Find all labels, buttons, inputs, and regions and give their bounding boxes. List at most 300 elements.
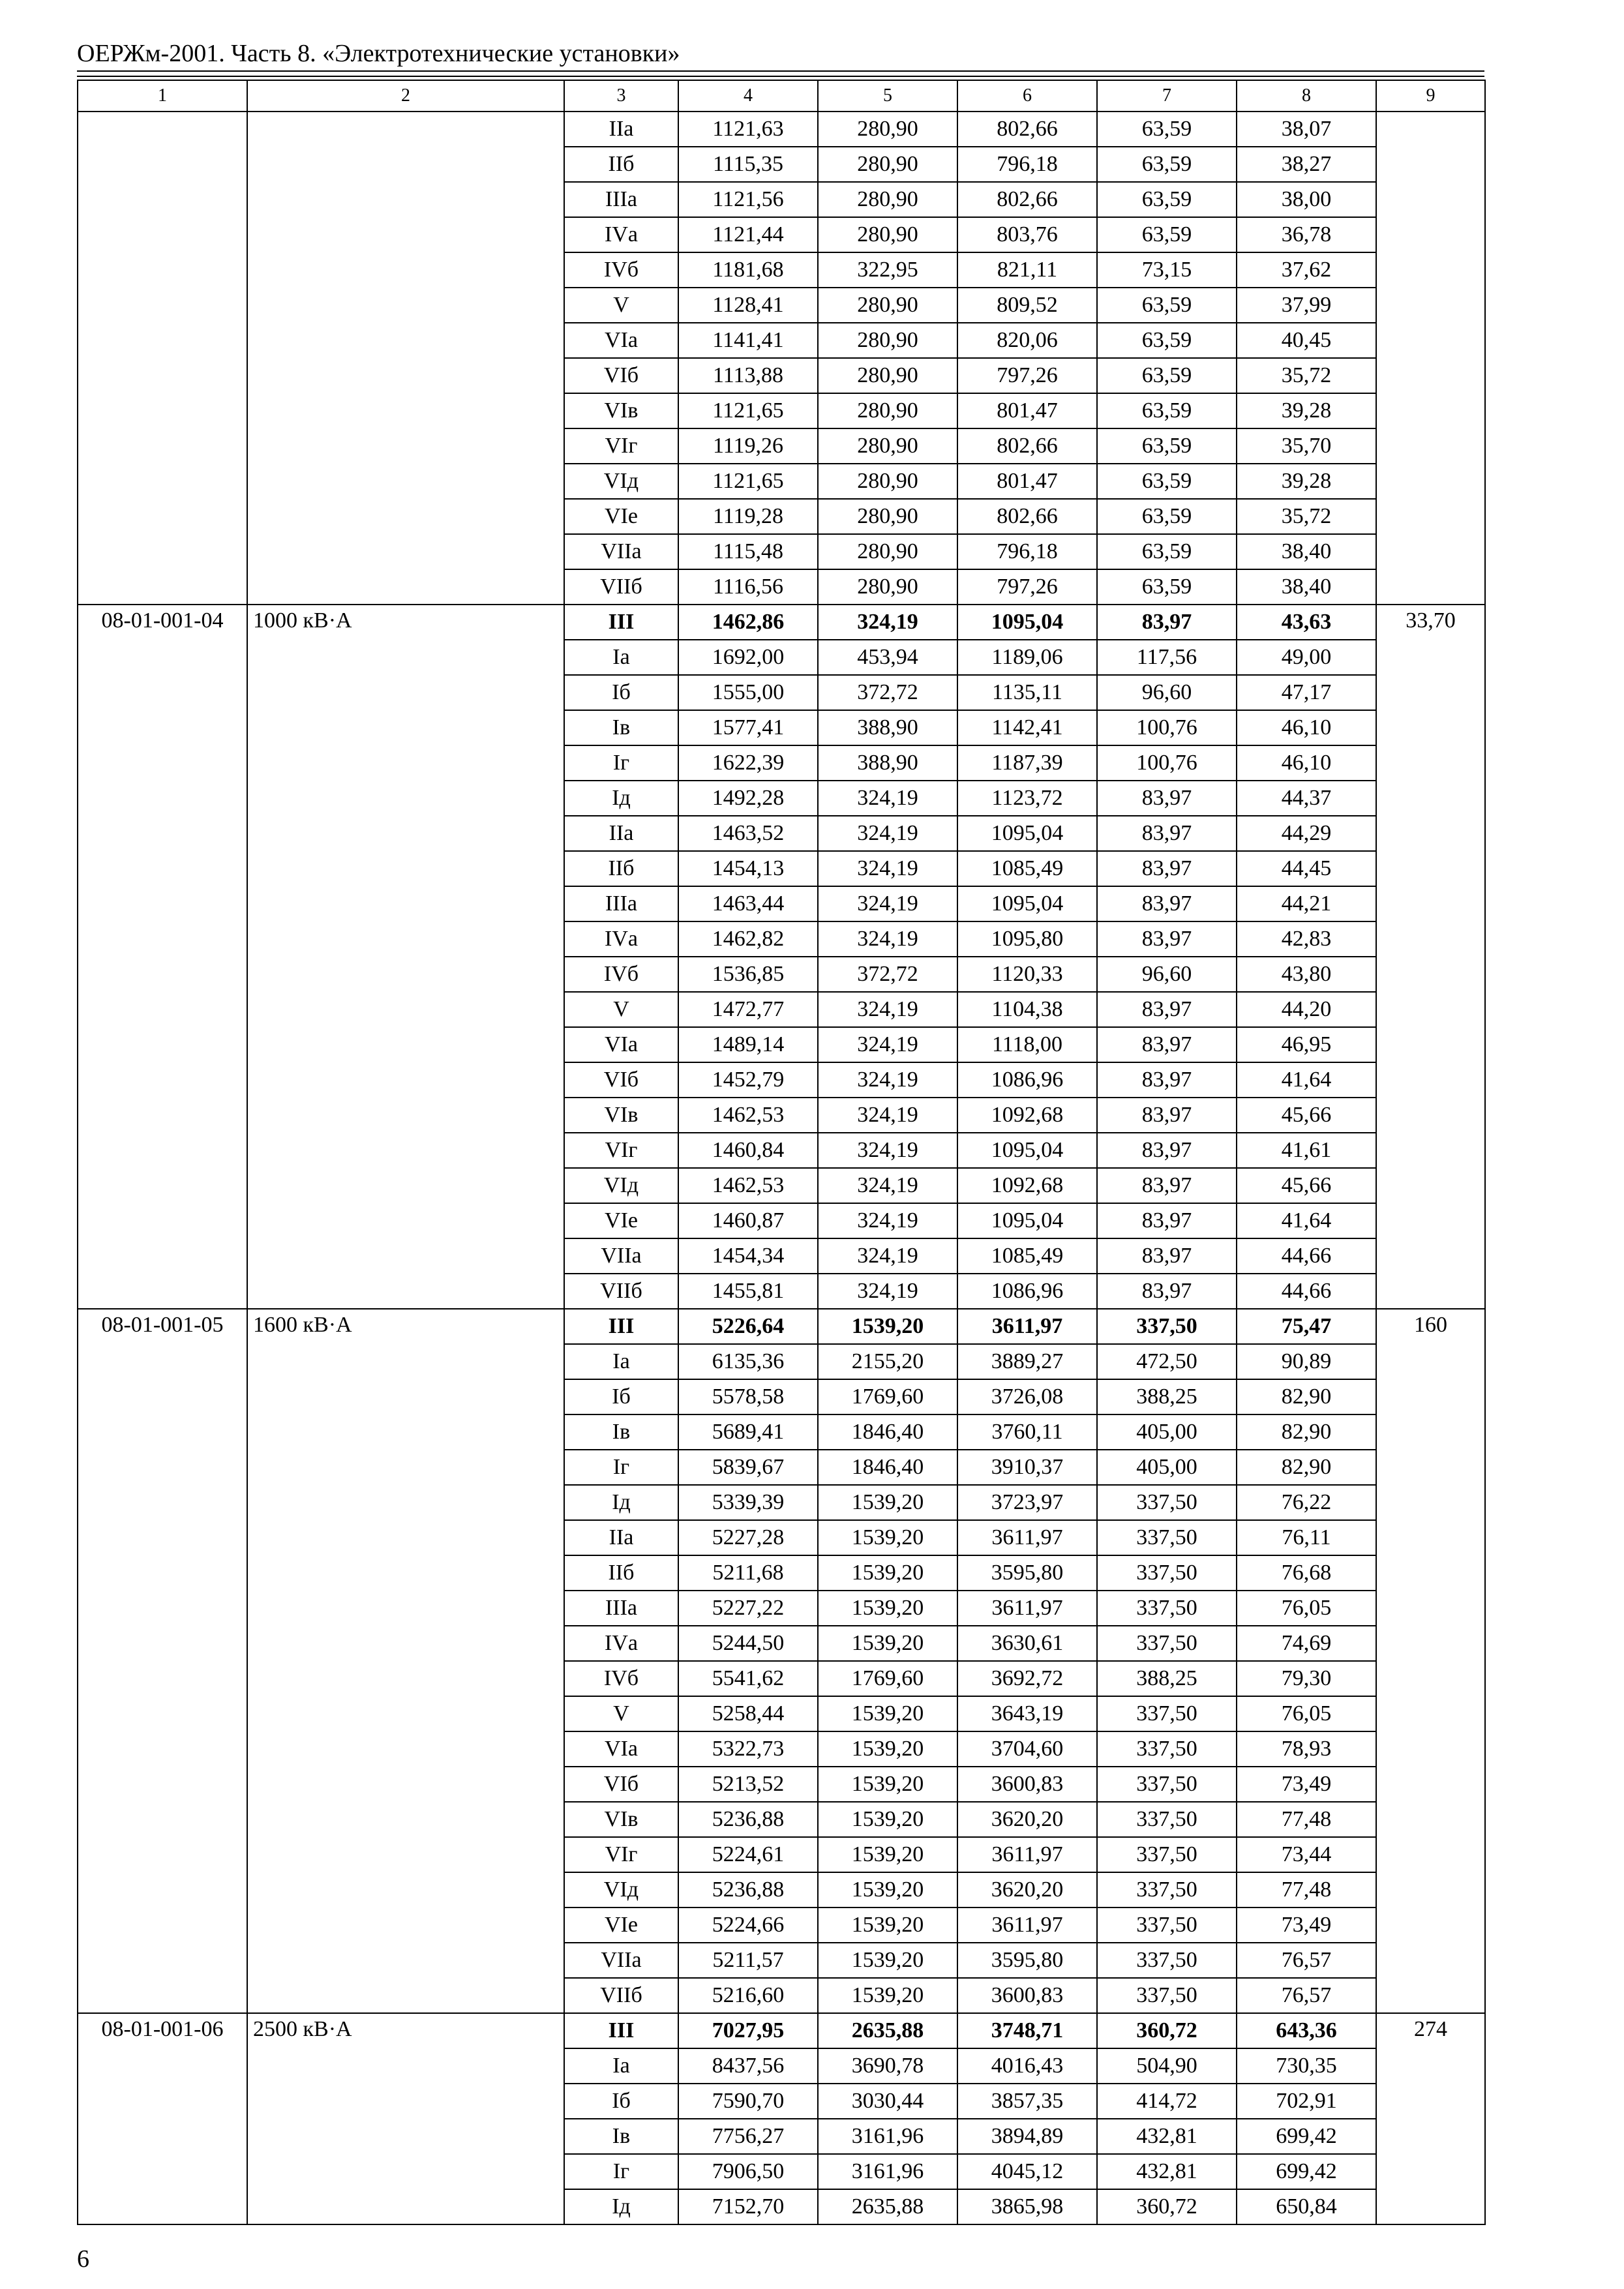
value-cell: 280,90 (818, 323, 957, 358)
value-cell: 1095,80 (957, 921, 1097, 957)
value-cell: 6135,36 (678, 1344, 818, 1379)
value-cell: 801,47 (957, 393, 1097, 428)
zone-cell: VIе (564, 1908, 678, 1943)
value-cell: 46,10 (1237, 745, 1376, 781)
value-cell: 1086,96 (957, 1274, 1097, 1309)
value-cell: 337,50 (1097, 1696, 1237, 1731)
zone-cell: IIа (564, 816, 678, 851)
value-cell: 5227,28 (678, 1520, 818, 1555)
value-cell: 5839,67 (678, 1450, 818, 1485)
value-cell: 74,69 (1237, 1626, 1376, 1661)
value-cell: 41,64 (1237, 1203, 1376, 1238)
value-cell: 100,76 (1097, 710, 1237, 745)
zone-cell: VIIб (564, 1274, 678, 1309)
zone-cell: IVа (564, 921, 678, 957)
zone-cell: III (564, 1309, 678, 1344)
value-cell: 100,76 (1097, 745, 1237, 781)
zone-cell: VIIб (564, 569, 678, 605)
column-number: 9 (1376, 80, 1485, 112)
value-cell: 1452,79 (678, 1062, 818, 1098)
value-cell: 37,62 (1237, 252, 1376, 288)
value-cell: 83,97 (1097, 921, 1237, 957)
value-cell: 83,97 (1097, 1098, 1237, 1133)
value-cell: 820,06 (957, 323, 1097, 358)
value-cell: 5226,64 (678, 1309, 818, 1344)
value-cell: 42,83 (1237, 921, 1376, 957)
value-cell: 280,90 (818, 534, 957, 569)
value-cell: 39,28 (1237, 393, 1376, 428)
zone-cell: Iб (564, 2084, 678, 2119)
value-cell: 802,66 (957, 428, 1097, 464)
zone-cell: Iа (564, 640, 678, 675)
value-cell: 1769,60 (818, 1379, 957, 1414)
value-cell: 8437,56 (678, 2048, 818, 2084)
value-cell: 504,90 (1097, 2048, 1237, 2084)
column-number: 6 (957, 80, 1097, 112)
value-cell: 63,59 (1097, 182, 1237, 217)
value-cell: 1539,20 (818, 1309, 957, 1344)
value-cell: 63,59 (1097, 499, 1237, 534)
column-number: 4 (678, 80, 818, 112)
value-cell: 76,57 (1237, 1943, 1376, 1978)
value-cell: 1454,13 (678, 851, 818, 886)
value-cell: 83,97 (1097, 816, 1237, 851)
value-cell: 324,19 (818, 781, 957, 816)
value-cell: 37,99 (1237, 288, 1376, 323)
value-cell: 1539,20 (818, 1943, 957, 1978)
zone-cell: Iа (564, 1344, 678, 1379)
zone-cell: Iв (564, 2119, 678, 2154)
value-cell: 63,59 (1097, 217, 1237, 252)
value-cell: 1141,41 (678, 323, 818, 358)
value-cell: 280,90 (818, 147, 957, 182)
value-cell: 3600,83 (957, 1978, 1097, 2013)
value-cell: 280,90 (818, 499, 957, 534)
column-number: 2 (247, 80, 564, 112)
value-cell: 5236,88 (678, 1872, 818, 1908)
value-cell: 337,50 (1097, 1485, 1237, 1520)
header-divider (77, 70, 1484, 72)
value-cell: 3894,89 (957, 2119, 1097, 2154)
zone-cell: VIг (564, 1133, 678, 1168)
zone-cell: VIIа (564, 1238, 678, 1274)
value-cell: 83,97 (1097, 1062, 1237, 1098)
zone-cell: IIб (564, 1555, 678, 1591)
value-cell: 83,97 (1097, 886, 1237, 921)
zone-cell: Iв (564, 710, 678, 745)
value-cell: 1095,04 (957, 816, 1097, 851)
value-cell: 3723,97 (957, 1485, 1097, 1520)
value-cell: 1539,20 (818, 1767, 957, 1802)
value-cell: 1539,20 (818, 1837, 957, 1872)
value-cell: 3611,97 (957, 1591, 1097, 1626)
value-cell: 41,64 (1237, 1062, 1376, 1098)
value-cell: 1085,49 (957, 851, 1097, 886)
column-9-value (1376, 112, 1485, 605)
zone-cell: VIв (564, 1802, 678, 1837)
value-cell: 1577,41 (678, 710, 818, 745)
value-cell: 3620,20 (957, 1802, 1097, 1837)
zone-cell: IIа (564, 112, 678, 147)
value-cell: 388,25 (1097, 1379, 1237, 1414)
value-cell: 83,97 (1097, 1168, 1237, 1203)
value-cell: 1142,41 (957, 710, 1097, 745)
value-cell: 280,90 (818, 288, 957, 323)
resource-code (78, 112, 247, 605)
value-cell: 432,81 (1097, 2119, 1237, 2154)
value-cell: 44,66 (1237, 1274, 1376, 1309)
value-cell: 796,18 (957, 147, 1097, 182)
column-number: 5 (818, 80, 957, 112)
value-cell: 83,97 (1097, 1274, 1237, 1309)
value-cell: 83,97 (1097, 605, 1237, 640)
value-cell: 44,20 (1237, 992, 1376, 1027)
value-cell: 1489,14 (678, 1027, 818, 1062)
value-cell: 324,19 (818, 1274, 957, 1309)
zone-cell: IVб (564, 957, 678, 992)
resource-name (247, 112, 564, 605)
resource-code: 08-01-001-04 (78, 605, 247, 1309)
value-cell: 1189,06 (957, 640, 1097, 675)
zone-cell: Iг (564, 2154, 678, 2189)
value-cell: 1462,82 (678, 921, 818, 957)
zone-cell: Iг (564, 1450, 678, 1485)
value-cell: 802,66 (957, 182, 1097, 217)
value-cell: 3611,97 (957, 1908, 1097, 1943)
value-cell: 360,72 (1097, 2013, 1237, 2048)
value-cell: 43,80 (1237, 957, 1376, 992)
zone-cell: Iд (564, 781, 678, 816)
table-row (78, 605, 1485, 640)
value-cell: 5244,50 (678, 1626, 818, 1661)
value-cell: 1092,68 (957, 1168, 1097, 1203)
value-cell: 1460,87 (678, 1203, 818, 1238)
value-cell: 47,17 (1237, 675, 1376, 710)
value-cell: 3595,80 (957, 1555, 1097, 1591)
value-cell: 2155,20 (818, 1344, 957, 1379)
value-cell: 472,50 (1097, 1344, 1237, 1379)
value-cell: 324,19 (818, 1168, 957, 1203)
value-cell: 3889,27 (957, 1344, 1097, 1379)
value-cell: 1187,39 (957, 745, 1097, 781)
value-cell: 324,19 (818, 921, 957, 957)
value-cell: 40,45 (1237, 323, 1376, 358)
value-cell: 3865,98 (957, 2189, 1097, 2224)
zone-cell: VIе (564, 499, 678, 534)
value-cell: 3748,71 (957, 2013, 1097, 2048)
value-cell: 2635,88 (818, 2189, 957, 2224)
value-cell: 83,97 (1097, 992, 1237, 1027)
value-cell: 3600,83 (957, 1767, 1097, 1802)
zone-cell: IIIа (564, 182, 678, 217)
value-cell: 38,27 (1237, 147, 1376, 182)
zone-cell: IVа (564, 1626, 678, 1661)
value-cell: 796,18 (957, 534, 1097, 569)
value-cell: 1095,04 (957, 1203, 1097, 1238)
zone-cell: Iб (564, 1379, 678, 1414)
value-cell: 337,50 (1097, 1626, 1237, 1661)
zone-cell: VIг (564, 428, 678, 464)
value-cell: 1769,60 (818, 1661, 957, 1696)
value-cell: 63,59 (1097, 569, 1237, 605)
column-9-value: 274 (1376, 2013, 1485, 2224)
value-cell: 405,00 (1097, 1450, 1237, 1485)
value-cell: 1539,20 (818, 1591, 957, 1626)
value-cell: 324,19 (818, 992, 957, 1027)
table-row (78, 112, 1485, 147)
value-cell: 83,97 (1097, 1133, 1237, 1168)
value-cell: 337,50 (1097, 1520, 1237, 1555)
value-cell: 1121,65 (678, 393, 818, 428)
zone-cell: VIб (564, 1767, 678, 1802)
value-cell: 3595,80 (957, 1943, 1097, 1978)
value-cell: 797,26 (957, 358, 1097, 393)
value-cell: 5224,66 (678, 1908, 818, 1943)
value-cell: 63,59 (1097, 358, 1237, 393)
zone-cell: III (564, 2013, 678, 2048)
value-cell: 280,90 (818, 393, 957, 428)
value-cell: 1181,68 (678, 252, 818, 288)
value-cell: 324,19 (818, 1203, 957, 1238)
value-cell: 82,90 (1237, 1414, 1376, 1450)
value-cell: 1539,20 (818, 1626, 957, 1661)
value-cell: 280,90 (818, 464, 957, 499)
value-cell: 3611,97 (957, 1520, 1097, 1555)
zone-cell: IIIа (564, 886, 678, 921)
value-cell: 38,40 (1237, 569, 1376, 605)
value-cell: 337,50 (1097, 1943, 1237, 1978)
value-cell: 1116,56 (678, 569, 818, 605)
value-cell: 1539,20 (818, 1555, 957, 1591)
value-cell: 1085,49 (957, 1238, 1097, 1274)
value-cell: 39,28 (1237, 464, 1376, 499)
value-cell: 7027,95 (678, 2013, 818, 2048)
value-cell: 63,59 (1097, 288, 1237, 323)
value-cell: 1692,00 (678, 640, 818, 675)
value-cell: 63,59 (1097, 464, 1237, 499)
zone-cell: IIIа (564, 1591, 678, 1626)
value-cell: 63,59 (1097, 428, 1237, 464)
value-cell: 117,56 (1097, 640, 1237, 675)
value-cell: 5211,68 (678, 1555, 818, 1591)
zone-cell: Iд (564, 1485, 678, 1520)
value-cell: 79,30 (1237, 1661, 1376, 1696)
value-cell: 63,59 (1097, 393, 1237, 428)
value-cell: 44,66 (1237, 1238, 1376, 1274)
zone-cell: VIг (564, 1837, 678, 1872)
value-cell: 73,15 (1097, 252, 1237, 288)
value-cell: 44,45 (1237, 851, 1376, 886)
value-cell: 83,97 (1097, 1203, 1237, 1238)
zone-cell: VIд (564, 1872, 678, 1908)
value-cell: 1095,04 (957, 886, 1097, 921)
value-cell: 324,19 (818, 1133, 957, 1168)
value-cell: 643,36 (1237, 2013, 1376, 2048)
zone-cell: VIа (564, 1731, 678, 1767)
value-cell: 3726,08 (957, 1379, 1097, 1414)
column-9-value: 160 (1376, 1309, 1485, 2013)
value-cell: 1462,53 (678, 1168, 818, 1203)
value-cell: 1462,53 (678, 1098, 818, 1133)
value-cell: 1119,26 (678, 428, 818, 464)
value-cell: 650,84 (1237, 2189, 1376, 2224)
column-number-row (78, 80, 1485, 112)
value-cell: 699,42 (1237, 2119, 1376, 2154)
value-cell: 432,81 (1097, 2154, 1237, 2189)
resource-code: 08-01-001-06 (78, 2013, 247, 2224)
value-cell: 76,05 (1237, 1591, 1376, 1626)
column-number: 8 (1237, 80, 1376, 112)
value-cell: 3857,35 (957, 2084, 1097, 2119)
value-cell: 1492,28 (678, 781, 818, 816)
value-cell: 35,72 (1237, 499, 1376, 534)
value-cell: 324,19 (818, 605, 957, 640)
value-cell: 44,29 (1237, 816, 1376, 851)
value-cell: 44,21 (1237, 886, 1376, 921)
value-cell: 280,90 (818, 112, 957, 147)
value-cell: 1092,68 (957, 1098, 1097, 1133)
zone-cell: VIа (564, 323, 678, 358)
value-cell: 324,19 (818, 1098, 957, 1133)
value-cell: 5689,41 (678, 1414, 818, 1450)
value-cell: 1135,11 (957, 675, 1097, 710)
resource-name: 1600 кВ·А (247, 1309, 564, 2013)
value-cell: 1472,77 (678, 992, 818, 1027)
value-cell: 337,50 (1097, 1978, 1237, 2013)
value-cell: 1536,85 (678, 957, 818, 992)
value-cell: 699,42 (1237, 2154, 1376, 2189)
column-number: 7 (1097, 80, 1237, 112)
value-cell: 3692,72 (957, 1661, 1097, 1696)
value-cell: 1115,35 (678, 147, 818, 182)
zone-cell: Iд (564, 2189, 678, 2224)
value-cell: 337,50 (1097, 1309, 1237, 1344)
value-cell: 35,70 (1237, 428, 1376, 464)
value-cell: 3161,96 (818, 2119, 957, 2154)
value-cell: 1539,20 (818, 1802, 957, 1837)
value-cell: 821,11 (957, 252, 1097, 288)
value-cell: 1462,86 (678, 605, 818, 640)
value-cell: 3760,11 (957, 1414, 1097, 1450)
value-cell: 1539,20 (818, 1731, 957, 1767)
value-cell: 78,93 (1237, 1731, 1376, 1767)
value-cell: 388,90 (818, 710, 957, 745)
table-row (78, 2013, 1485, 2048)
value-cell: 1121,63 (678, 112, 818, 147)
value-cell: 1095,04 (957, 1133, 1097, 1168)
value-cell: 83,97 (1097, 851, 1237, 886)
value-cell: 73,44 (1237, 1837, 1376, 1872)
value-cell: 63,59 (1097, 147, 1237, 182)
value-cell: 3704,60 (957, 1731, 1097, 1767)
value-cell: 1539,20 (818, 1872, 957, 1908)
value-cell: 1123,72 (957, 781, 1097, 816)
value-cell: 405,00 (1097, 1414, 1237, 1450)
value-cell: 76,05 (1237, 1696, 1376, 1731)
value-cell: 1846,40 (818, 1450, 957, 1485)
value-cell: 73,49 (1237, 1767, 1376, 1802)
value-cell: 2635,88 (818, 2013, 957, 2048)
value-cell: 280,90 (818, 428, 957, 464)
value-cell: 1539,20 (818, 1908, 957, 1943)
value-cell: 1121,44 (678, 217, 818, 252)
zone-cell: VIв (564, 1098, 678, 1133)
value-cell: 1555,00 (678, 675, 818, 710)
zone-cell: III (564, 605, 678, 640)
value-cell: 337,50 (1097, 1837, 1237, 1872)
value-cell: 5213,52 (678, 1767, 818, 1802)
value-cell: 1128,41 (678, 288, 818, 323)
value-cell: 1104,38 (957, 992, 1097, 1027)
value-cell: 324,19 (818, 886, 957, 921)
value-cell: 46,95 (1237, 1027, 1376, 1062)
value-cell: 1846,40 (818, 1414, 957, 1450)
value-cell: 83,97 (1097, 781, 1237, 816)
value-cell: 90,89 (1237, 1344, 1376, 1379)
zone-cell: IIб (564, 851, 678, 886)
value-cell: 63,59 (1097, 323, 1237, 358)
value-cell: 802,66 (957, 499, 1097, 534)
value-cell: 63,59 (1097, 112, 1237, 147)
value-cell: 3690,78 (818, 2048, 957, 2084)
column-number: 3 (564, 80, 678, 112)
value-cell: 73,49 (1237, 1908, 1376, 1943)
value-cell: 3910,37 (957, 1450, 1097, 1485)
zone-cell: Iг (564, 745, 678, 781)
value-cell: 1119,28 (678, 499, 818, 534)
value-cell: 337,50 (1097, 1767, 1237, 1802)
value-cell: 45,66 (1237, 1168, 1376, 1203)
value-cell: 1454,34 (678, 1238, 818, 1274)
value-cell: 388,25 (1097, 1661, 1237, 1696)
header-divider (77, 76, 1484, 77)
value-cell: 414,72 (1097, 2084, 1237, 2119)
zone-cell: Iб (564, 675, 678, 710)
zone-cell: VIIа (564, 1943, 678, 1978)
value-cell: 1455,81 (678, 1274, 818, 1309)
zone-cell: V (564, 1696, 678, 1731)
value-cell: 96,60 (1097, 675, 1237, 710)
value-cell: 5258,44 (678, 1696, 818, 1731)
value-cell: 337,50 (1097, 1908, 1237, 1943)
zone-cell: IIа (564, 1520, 678, 1555)
zone-cell: VIв (564, 393, 678, 428)
resource-name: 2500 кВ·А (247, 2013, 564, 2224)
value-cell: 803,76 (957, 217, 1097, 252)
zone-cell: Iв (564, 1414, 678, 1450)
value-cell: 38,00 (1237, 182, 1376, 217)
value-cell: 1539,20 (818, 1978, 957, 2013)
resource-name: 1000 кВ·А (247, 605, 564, 1309)
value-cell: 337,50 (1097, 1872, 1237, 1908)
table-row (78, 1309, 1485, 1344)
value-cell: 1463,44 (678, 886, 818, 921)
value-cell: 453,94 (818, 640, 957, 675)
zone-cell: IVб (564, 252, 678, 288)
value-cell: 3611,97 (957, 1309, 1097, 1344)
zone-cell: VIIа (564, 534, 678, 569)
value-cell: 5236,88 (678, 1802, 818, 1837)
value-cell: 1622,39 (678, 745, 818, 781)
value-cell: 7906,50 (678, 2154, 818, 2189)
value-cell: 280,90 (818, 358, 957, 393)
value-cell: 5541,62 (678, 1661, 818, 1696)
resource-code: 08-01-001-05 (78, 1309, 247, 2013)
value-cell: 337,50 (1097, 1731, 1237, 1767)
value-cell: 38,07 (1237, 112, 1376, 147)
value-cell: 1121,65 (678, 464, 818, 499)
value-cell: 7152,70 (678, 2189, 818, 2224)
